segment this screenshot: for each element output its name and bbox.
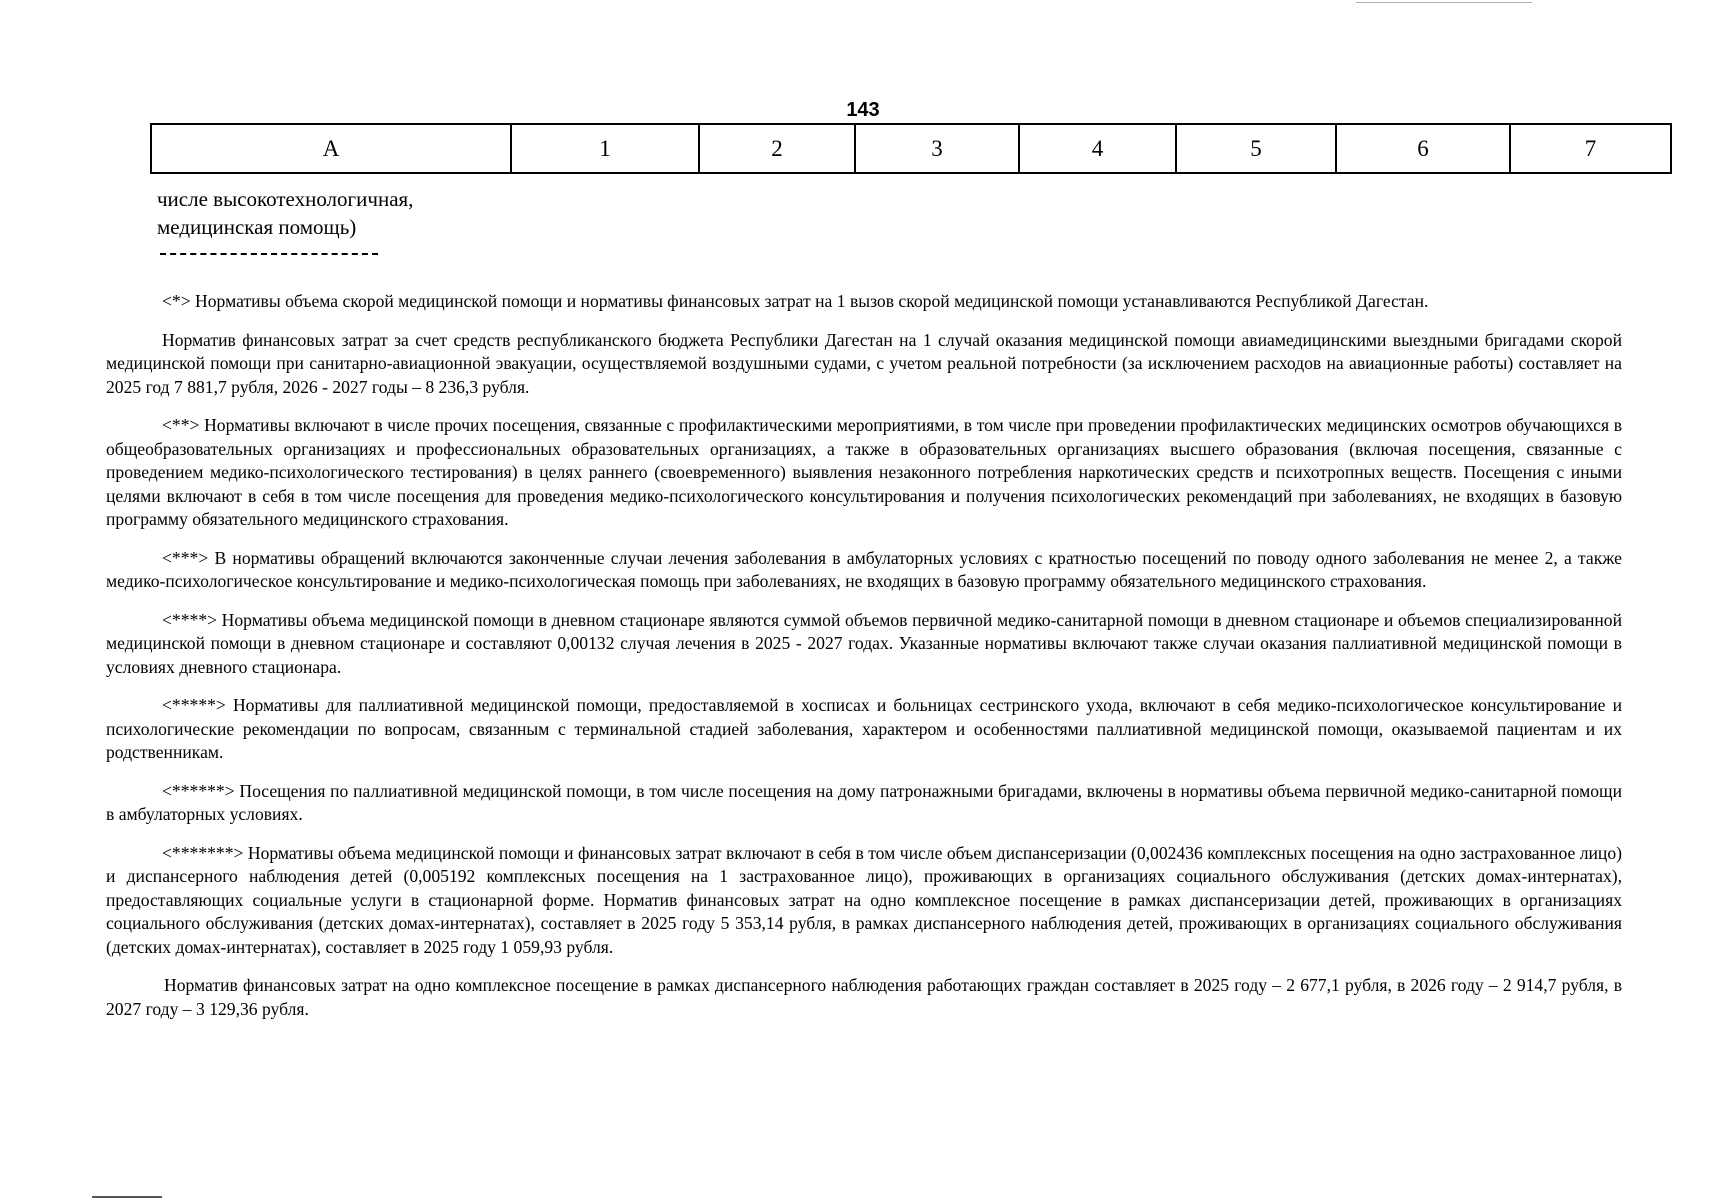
row-label-line: числе высокотехнологичная, [157, 187, 414, 211]
footnote-paragraph: <****> Нормативы объема медицинской помощи в дневном стационаре являются суммой объемов первичной медико-санитарной помощи в дневном стационаре и объемов специализированной медицинской помощи в дневном стационаре и составляют 0,00132 случая лечения в 2025 - 2027 годах. Указанные нормативы включают также случаи оказания паллиативной медицинской помощи в условиях дневного стационара. [106, 609, 1622, 677]
footnote-paragraph: <***> В нормативы обращений включаются законченные случаи лечения заболевания в амбулаторных условиях с кратностью посещений по поводу одного заболевания не менее 2, а также медико-психологическое консультирование и медико-психологическая помощь при заболеваниях, не входящих в базовую программу обязательного медицинского страхования. [106, 547, 1622, 591]
column-header-cell: 7 [1510, 124, 1671, 173]
scan-artifact-line [92, 1196, 162, 1198]
footnote-paragraph: <*> Нормативы объема скорой медицинской помощи и нормативы финансовых затрат на 1 вызов скорой медицинской помощи устанавливаются Республикой Дагестан. [162, 291, 1429, 311]
footnote-paragraph: Норматив финансовых затрат на одно комплексное посещение в рамках диспансерного наблюдения работающих граждан составляет в 2025 году – 2 677,1 рубля, в 2026 году – 2 914,7 рубля, в 2027 году – 3 129,36 рубля. [106, 975, 1622, 1019]
footnote-paragraph: <*****> Нормативы для паллиативной медицинской помощи, предоставляемой в хосписах и больницах сестринского ухода, включают в себя медико-психологическое консультирование и психологические рекомендации по вопросам, связанным с терминальной стадией заболевания, характером и особенностями паллиативной медицинской помощи, оказываемой пациентам и их родственникам. [106, 695, 1622, 762]
column-header-cell: 3 [855, 124, 1019, 173]
column-header-cell: 4 [1019, 124, 1176, 173]
table-row-continuation [157, 185, 413, 241]
column-header-cell: А [151, 124, 511, 173]
row-label-line: медицинская помощь) [157, 215, 357, 239]
column-number-header-table [150, 123, 1672, 174]
column-header-cell: 1 [511, 124, 699, 173]
column-header-cell: 6 [1336, 124, 1510, 173]
page-number: 143 [846, 99, 880, 121]
footnote-paragraph: <******> Посещения по паллиативной медицинской помощи, в том числе посещения на дому патронажными бригадами, включены в нормативы объема первичной медико-санитарной помощи в амбулаторных условиях. [106, 780, 1622, 824]
scan-artifact-line [1356, 2, 1532, 3]
footnote-paragraph: <*******> Нормативы объема медицинской помощи и финансовых затрат включают в себя в том числе объем диспансеризации (0,002436 комплексных посещения на одно застрахованное лицо) и диспансерного наблюдения детей (0,005192 комплексных посещения на 1 застрахованное лицо), проживающих в организациях социального обслуживания (детских домах-интернатах), предоставляющих социальные услуги в стационарной форме. Норматив финансовых затрат на одно комплексное посещение в рамках диспансеризации детей, проживающих в организациях социального обслуживания (детских домах-интернатах), составляет в 2025 году 5 353,14 рубля, в рамках диспансерного наблюдения детей, проживающих в организациях социального обслуживания (детских домах-интернатах), составляет в 2025 году 1 059,93 рубля. [106, 842, 1622, 957]
column-header-cell: 5 [1176, 124, 1336, 173]
footnote-separator [160, 253, 378, 255]
footnote-paragraph: Норматив финансовых затрат за счет средств республиканского бюджета Республики Дагестан на 1 случай оказания медицинской помощи авиамедицинскими выездными бригадами скорой медицинской помощи при санитарно-авиационной эвакуации, осуществляемой воздушными судами, с учетом реальной потребности (за исключением расходов на авиационные работы) составляет на 2025 год 7 881,7 рубля, 2026 - 2027 годы – 8 236,3 рубля. [106, 329, 1622, 397]
table-row [151, 124, 1671, 173]
footnotes-section [106, 290, 1622, 1036]
column-header-cell: 2 [699, 124, 855, 173]
footnote-paragraph: <**> Нормативы включают в числе прочих посещения, связанные с профилактическими мероприятиями, в том числе при проведении профилактических медицинских осмотров обучающихся в общеобразовательных организациях и профессиональных образовательных организациях, а также в образовательных организациях высшего образования (включая посещения, связанные с проведением медико-психологического тестирования) в целях раннего (своевременного) выявления незаконного потребления наркотических средств и психотропных веществ. Посещения с иными целями включают в себя в том числе посещения для проведения медико-психологического консультирования и получения психологических рекомендаций при заболеваниях, не входящих в базовую программу обязательного медицинского страхования. [106, 415, 1622, 529]
